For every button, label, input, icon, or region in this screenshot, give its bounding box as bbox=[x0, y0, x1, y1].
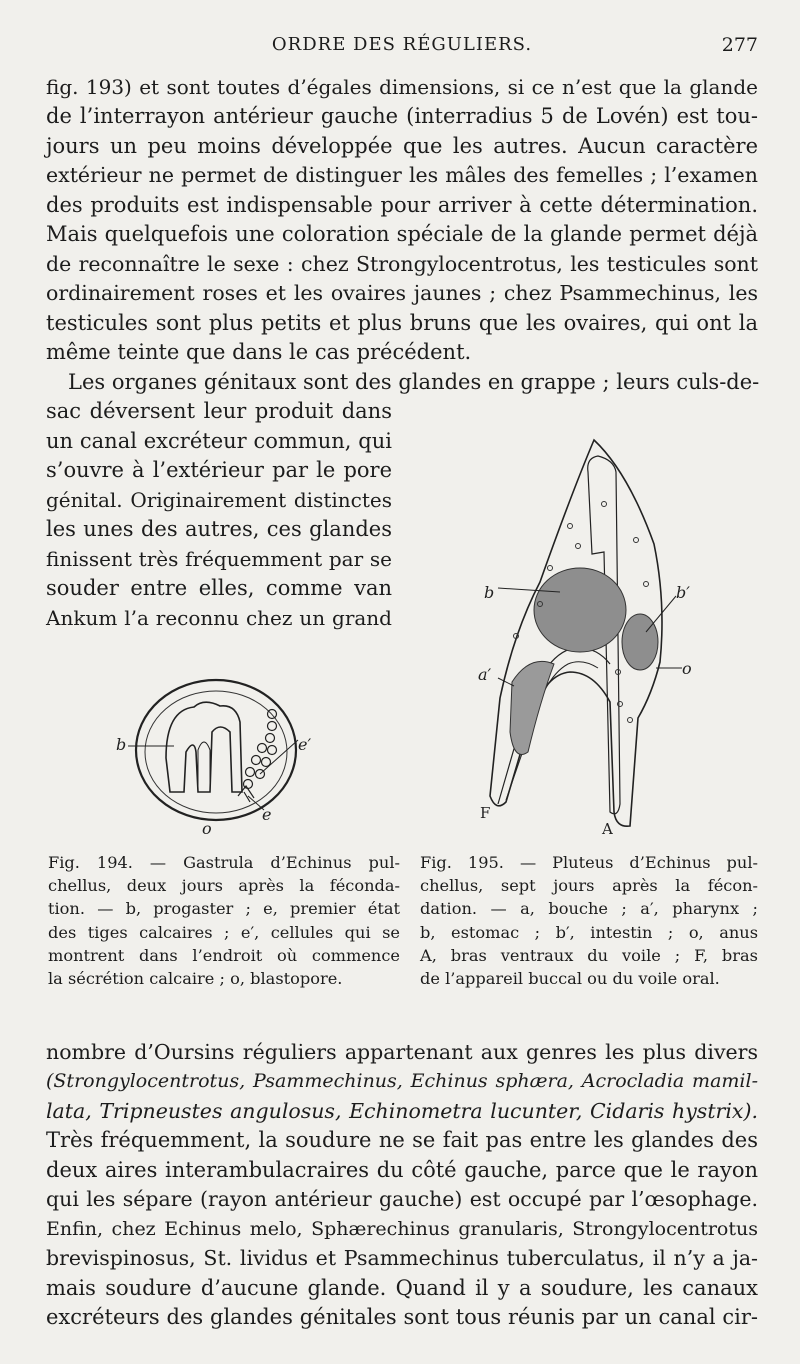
fig194-label-o: o bbox=[202, 819, 212, 838]
caption-line: montrent dans l’endroit où commence bbox=[48, 945, 400, 965]
page-number: 277 bbox=[721, 34, 758, 56]
fig195-label-b-prime: b′ bbox=[676, 583, 690, 602]
caption-line: chellus, deux jours après la féconda- bbox=[48, 876, 400, 896]
text-line: deux aires interambulacraires du côté gauche, parce que le rayon bbox=[46, 1158, 758, 1182]
text-line: ordinairement roses et les ovaires jaunes ; chez Psammechinus, les bbox=[46, 281, 758, 305]
fig194-label-e-prime: e′ bbox=[298, 735, 312, 754]
text-line: génital. Originairement distinctes bbox=[46, 488, 392, 512]
figure-194-caption bbox=[48, 851, 400, 990]
text-line: s’ouvre à l’extérieur par le pore bbox=[46, 458, 392, 482]
caption-line: chellus, sept jours après la fécon- bbox=[420, 876, 758, 896]
figure-195-pluteus bbox=[470, 432, 700, 840]
text-line: nombre d’Oursins réguliers appartenant aux genres les plus divers bbox=[46, 1040, 758, 1064]
text-line: excréteurs des glandes génitales sont tous réunis par un canal cir- bbox=[46, 1305, 758, 1329]
fig195-label-F: F bbox=[480, 804, 491, 822]
fig195-label-a-prime: a′ bbox=[478, 665, 492, 684]
text-line-paragraph-end: même teinte que dans le cas précédent. bbox=[46, 340, 472, 364]
fig195-label-A: A bbox=[602, 820, 613, 838]
text-line: mais soudure d’aucune glande. Quand il y a soudure, les canaux bbox=[46, 1276, 758, 1300]
text-line: souder entre elles, comme van bbox=[46, 576, 392, 600]
fig194-label-b: b bbox=[116, 735, 127, 754]
caption-line: Fig. 195. — Pluteus d’Echinus pul- bbox=[420, 853, 758, 872]
caption-line: tion. — b, progaster ; e, premier état bbox=[48, 899, 400, 919]
text-line: lata, Tripneustes angulosus, Echinometra lucunter, Cidaris hystrix). bbox=[46, 1099, 758, 1123]
text-line: jours un peu moins développée que les autres. Aucun caractère bbox=[46, 134, 758, 158]
text-line: brevispinosus, St. lividus et Psammechinus tuberculatus, il n’y a ja- bbox=[46, 1246, 758, 1270]
text-line: Très fréquemment, la soudure ne se fait pas entre les glandes des bbox=[46, 1128, 758, 1152]
text-line: (Strongylocentrotus, Psammechinus, Echinus sphæra, Acrocladia mamil- bbox=[46, 1070, 758, 1092]
text-line: finissent très fréquemment par se bbox=[46, 547, 392, 571]
text-line: des produits est indispensable pour arriver à cette détermination. bbox=[46, 193, 758, 217]
caption-line: A, bras ventraux du voile ; F, bras bbox=[420, 945, 758, 965]
fig195-label-o: o bbox=[682, 659, 692, 678]
caption-line: de l’appareil buccal ou du voile oral. bbox=[420, 969, 720, 989]
text-line: sac déversent leur produit dans bbox=[46, 399, 392, 423]
text-line: de reconnaître le sexe : chez Strongylocentrotus, les testicules sont bbox=[46, 252, 758, 276]
caption-line: Fig. 194. — Gastrula d’Echinus pul- bbox=[48, 853, 400, 872]
figure-194-gastrula bbox=[108, 662, 320, 840]
text-line: qui les sépare (rayon antérieur gauche) est occupé par l’œsophage. bbox=[46, 1187, 758, 1211]
figure-195-caption bbox=[420, 851, 758, 990]
running-title: ORDRE DES RÉGULIERS. bbox=[271, 34, 533, 55]
text-line: de l’interrayon antérieur gauche (interradius 5 de Lovén) est tou- bbox=[46, 104, 758, 128]
text-line: Enfin, chez Echinus melo, Sphærechinus granularis, Strongylocentrotus bbox=[46, 1218, 758, 1240]
caption-line: dation. — a, bouche ; a′, pharynx ; bbox=[420, 899, 758, 919]
text-line: extérieur ne permet de distinguer les mâles des femelles ; l’examen bbox=[46, 163, 758, 187]
text-line: testicules sont plus petits et plus bruns que les ovaires, qui ont la bbox=[46, 311, 758, 335]
running-header bbox=[46, 34, 758, 60]
fig194-label-e: e bbox=[262, 805, 272, 824]
text-line: Ankum l’a reconnu chez un grand bbox=[46, 606, 392, 630]
fig195-label-b: b bbox=[484, 583, 495, 602]
text-line: les unes des autres, ces glandes bbox=[46, 517, 392, 541]
text-line: Mais quelquefois une coloration spéciale de la glande permet déjà bbox=[46, 222, 758, 246]
text-line: un canal excréteur commun, qui bbox=[46, 429, 392, 453]
text-line: fig. 193) et sont toutes d’égales dimensions, si ce n’est que la glande bbox=[46, 75, 758, 99]
caption-line: b, estomac ; b′, intestin ; o, anus bbox=[420, 922, 758, 942]
caption-line: des tiges calcaires ; e′, cellules qui se bbox=[48, 922, 400, 942]
text-line-paragraph-start: Les organes génitaux sont des glandes en grappe ; leurs culs-de- bbox=[68, 370, 760, 394]
caption-line: la sécrétion calcaire ; o, blastopore. bbox=[48, 969, 343, 989]
